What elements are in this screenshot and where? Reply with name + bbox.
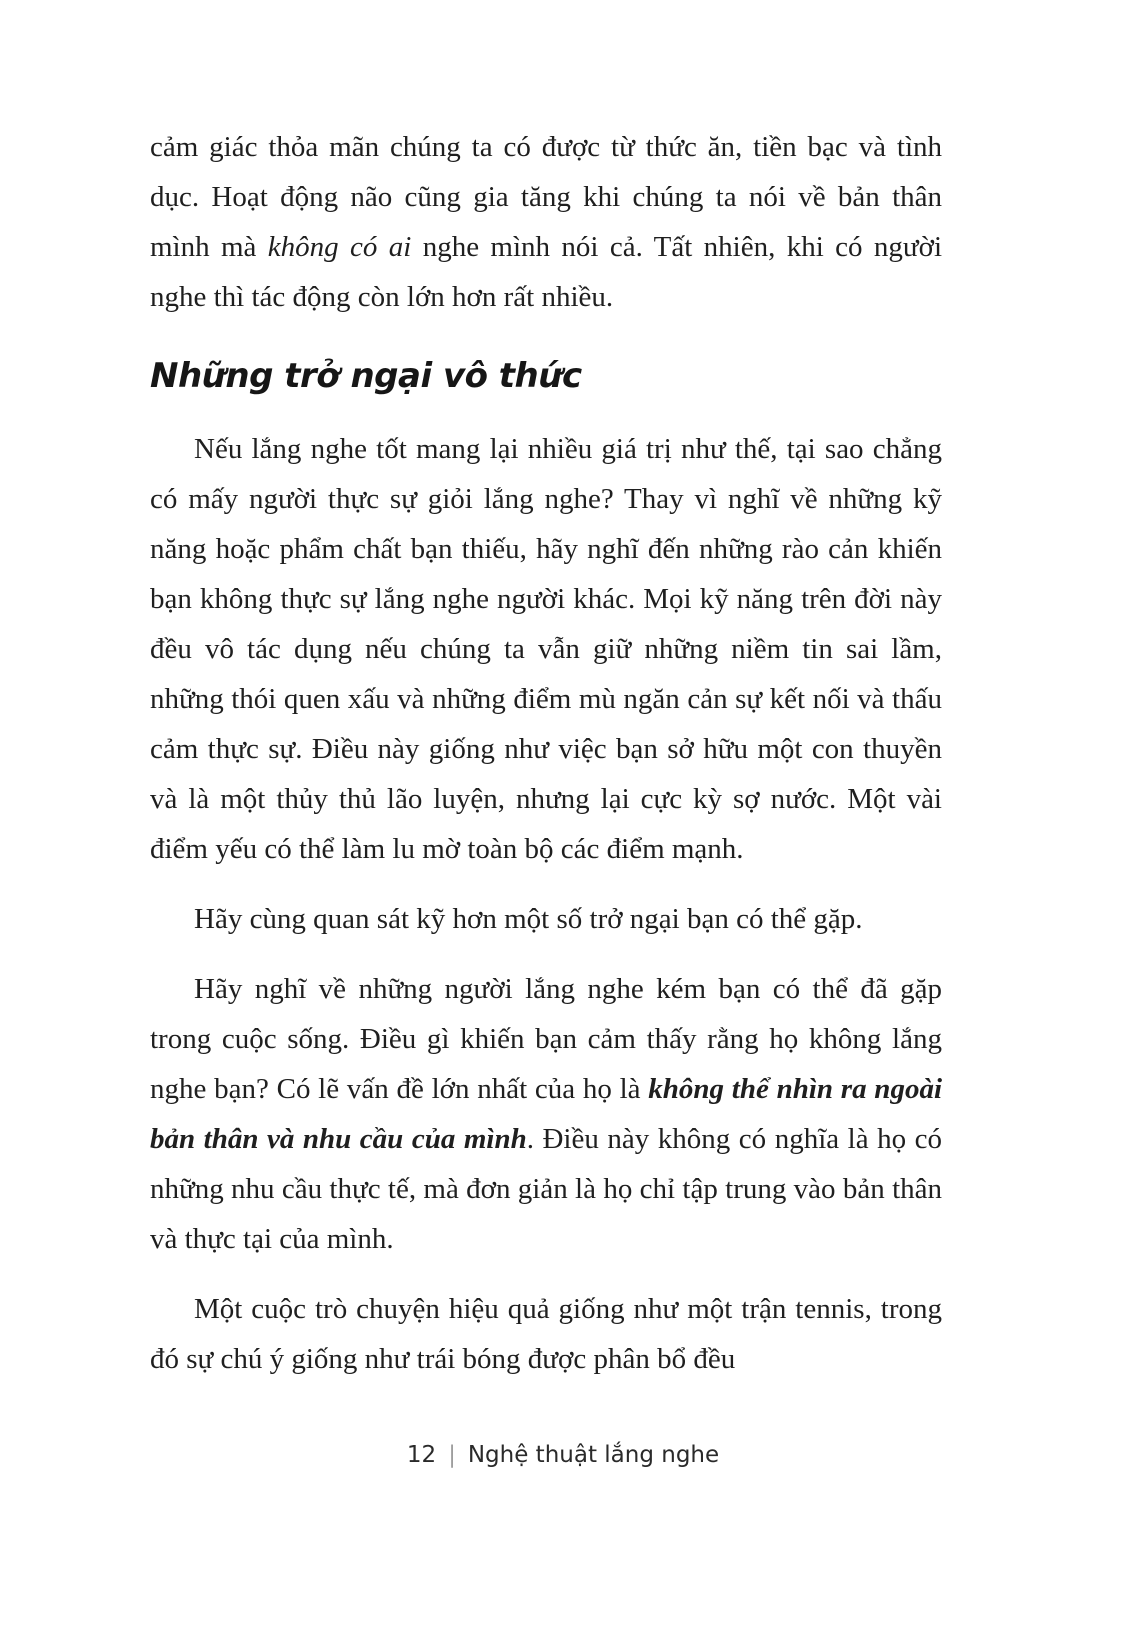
text-run: không có ai <box>267 231 412 263</box>
body-paragraph <box>150 1284 942 1384</box>
text-run: cảm giác thỏa mãn chúng ta có được từ thức ăn, tiền bạc và tình dục. Hoạt động não cũng gia tăng khi chúng ta nói về bản thân mình mà <box>150 131 942 263</box>
book-title: Nghệ thuật lắng nghe <box>467 1442 720 1468</box>
text-run: Nếu lắng nghe tốt mang lại nhiều giá trị như thế, tại sao chẳng có mấy người thực sự giỏi lắng nghe? Thay vì nghĩ về những kỹ năng hoặc phẩm chất bạn thiếu, hãy nghĩ đến những rào cản khiến bạn không thực sự lắng nghe người khác. Mọi kỹ năng trên đời này đều vô tác dụng nếu chúng ta vẫn giữ những niềm tin sai lầm, những thói quen xấu và những điểm mù ngăn cản sự kết nối và thấu cảm thực sự. Điều này giống như việc bạn sở hữu một con thuyền và là một thủy thủ lão luyện, nhưng lại cực kỳ sợ nước. Một vài điểm yếu có thể làm lu mờ toàn bộ các điểm mạnh. <box>150 433 942 865</box>
section-heading: Những trở ngại vô thức <box>150 356 582 396</box>
page-number: 12 <box>406 1442 437 1468</box>
text-run: Một cuộc trò chuyện hiệu quả giống như một trận tennis, trong đó sự chú ý giống như trái bóng được phân bổ đều <box>150 1293 942 1375</box>
body-paragraph <box>150 424 942 874</box>
text-run: Hãy nghĩ về những người lắng nghe kém bạn có thể đã gặp trong cuộc sống. Điều gì khiến bạn cảm thấy rằng họ không lắng nghe bạn? Có lẽ vấn đề lớn nhất của họ là <box>150 973 942 1105</box>
page-footer <box>0 1442 1126 1468</box>
text-run: Hãy cùng quan sát kỹ hơn một số trở ngại bạn có thể gặp. <box>194 903 863 935</box>
body-paragraph <box>150 964 942 1264</box>
page-content <box>150 122 942 1404</box>
text-run: nghe mình nói cả. Tất nhiên, khi có người nghe thì tác động còn lớn hơn rất nhiều. <box>150 231 943 313</box>
footer-separator: | <box>448 1442 456 1468</box>
text-run: không thể nhìn ra ngoài bản thân và nhu cầu của mình <box>150 1073 942 1155</box>
text-run: . Điều này không có nghĩa là họ có những nhu cầu thực tế, mà đơn giản là họ chỉ tập trung vào bản thân và thực tại của mình. <box>150 1123 942 1255</box>
body-paragraph <box>150 122 942 322</box>
body-paragraph <box>150 894 942 944</box>
